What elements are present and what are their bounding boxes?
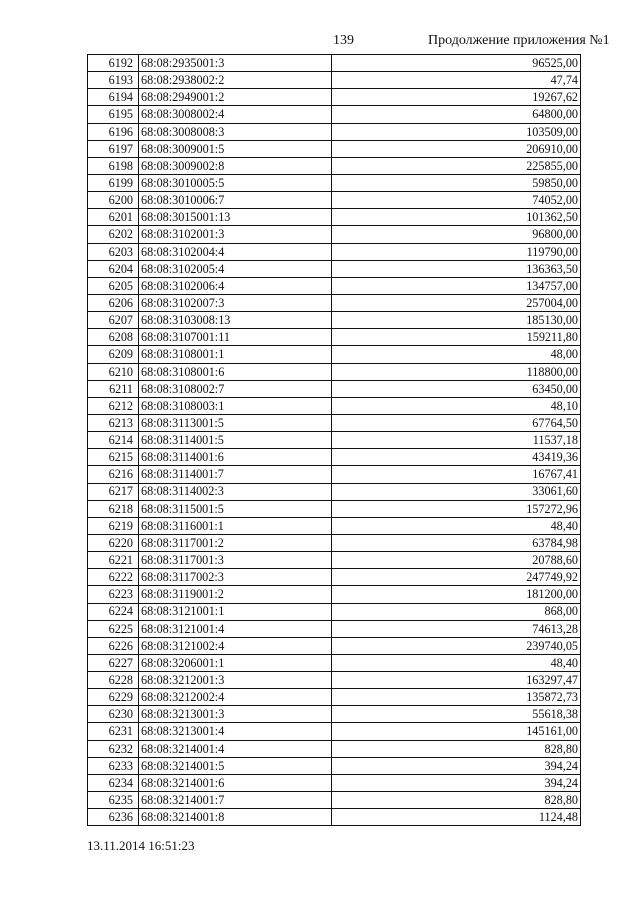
cadastral-value: 48,00 (332, 346, 581, 363)
row-number: 6200 (88, 192, 139, 209)
row-number: 6199 (88, 174, 139, 191)
row-number: 6212 (88, 397, 139, 414)
table-body (88, 55, 581, 826)
cadastral-value: 63450,00 (332, 380, 581, 397)
cadastral-value: 33061,60 (332, 483, 581, 500)
row-number: 6213 (88, 414, 139, 431)
cadastral-number: 68:08:3214001:7 (139, 792, 332, 809)
cadastral-number: 68:08:3015001:13 (139, 209, 332, 226)
row-number: 6206 (88, 294, 139, 311)
cadastral-value: 101362,50 (332, 209, 581, 226)
cadastral-number: 68:08:3114002:3 (139, 483, 332, 500)
cadastral-number: 68:08:3102006:4 (139, 277, 332, 294)
cadastral-number: 68:08:3213001:3 (139, 706, 332, 723)
cadastral-number: 68:08:3107001:11 (139, 329, 332, 346)
table-row (88, 243, 581, 260)
cadastral-value: 47,74 (332, 72, 581, 89)
cadastral-value: 206910,00 (332, 140, 581, 157)
cadastral-value: 48,40 (332, 517, 581, 534)
cadastral-value: 48,40 (332, 654, 581, 671)
cadastral-number: 68:08:3008008:3 (139, 123, 332, 140)
cadastral-number: 68:08:3010006:7 (139, 192, 332, 209)
row-number: 6192 (88, 55, 139, 72)
cadastral-number: 68:08:3108001:6 (139, 363, 332, 380)
table-row (88, 294, 581, 311)
cadastral-value: 74613,28 (332, 620, 581, 637)
print-timestamp: 13.11.2014 16:51:23 (87, 838, 195, 853)
table-row (88, 72, 581, 89)
row-number: 6225 (88, 620, 139, 637)
cadastral-value: 157272,96 (332, 500, 581, 517)
table-row (88, 757, 581, 774)
cadastral-value: 136363,50 (332, 260, 581, 277)
cadastral-value: 19267,62 (332, 89, 581, 106)
table-row (88, 774, 581, 791)
row-number: 6194 (88, 89, 139, 106)
row-number: 6209 (88, 346, 139, 363)
cadastral-value: 103509,00 (332, 123, 581, 140)
row-number: 6224 (88, 603, 139, 620)
row-number: 6227 (88, 654, 139, 671)
table-row (88, 809, 581, 826)
row-number: 6216 (88, 466, 139, 483)
row-number: 6218 (88, 500, 139, 517)
cadastral-value: 1124,48 (332, 809, 581, 826)
row-number: 6204 (88, 260, 139, 277)
cadastral-number: 68:08:3117001:3 (139, 552, 332, 569)
cadastral-value: 11537,18 (332, 432, 581, 449)
cadastral-number: 68:08:3206001:1 (139, 654, 332, 671)
row-number: 6197 (88, 140, 139, 157)
row-number: 6207 (88, 312, 139, 329)
cadastral-number: 68:08:3114001:7 (139, 466, 332, 483)
table-row (88, 363, 581, 380)
cadastral-number: 68:08:3213001:4 (139, 723, 332, 740)
table-row (88, 552, 581, 569)
row-number: 6196 (88, 123, 139, 140)
cadastral-number: 68:08:3121001:4 (139, 620, 332, 637)
table-row (88, 466, 581, 483)
table-row (88, 226, 581, 243)
cadastral-value: 828,80 (332, 740, 581, 757)
table-row (88, 654, 581, 671)
cadastral-value: 43419,36 (332, 449, 581, 466)
cadastral-number: 68:08:3102004:4 (139, 243, 332, 260)
table-row (88, 106, 581, 123)
cadastral-value: 135872,73 (332, 689, 581, 706)
cadastral-value: 868,00 (332, 603, 581, 620)
continuation-label: Продолжение приложения №1 (428, 33, 610, 48)
cadastral-value: 239740,05 (332, 637, 581, 654)
cadastral-value: 181200,00 (332, 586, 581, 603)
row-number: 6210 (88, 363, 139, 380)
table-row (88, 637, 581, 654)
row-number: 6201 (88, 209, 139, 226)
row-number: 6208 (88, 329, 139, 346)
table-row (88, 586, 581, 603)
table-row (88, 55, 581, 72)
row-number: 6220 (88, 534, 139, 551)
cadastral-value: 394,24 (332, 774, 581, 791)
table-row (88, 689, 581, 706)
row-number: 6222 (88, 569, 139, 586)
row-number: 6228 (88, 672, 139, 689)
table-row (88, 209, 581, 226)
cadastral-number: 68:08:3102005:4 (139, 260, 332, 277)
table-row (88, 603, 581, 620)
cadastral-value: 96800,00 (332, 226, 581, 243)
row-number: 6214 (88, 432, 139, 449)
cadastral-number: 68:08:3102007:3 (139, 294, 332, 311)
cadastral-number: 68:08:3114001:6 (139, 449, 332, 466)
cadastral-number: 68:08:3214001:5 (139, 757, 332, 774)
row-number: 6229 (88, 689, 139, 706)
cadastral-value: 96525,00 (332, 55, 581, 72)
cadastral-value: 134757,00 (332, 277, 581, 294)
cadastral-value: 185130,00 (332, 312, 581, 329)
cadastral-table (87, 54, 581, 826)
cadastral-value: 63784,98 (332, 534, 581, 551)
cadastral-value: 828,80 (332, 792, 581, 809)
table-row (88, 346, 581, 363)
cadastral-number: 68:08:3108001:1 (139, 346, 332, 363)
row-number: 6226 (88, 637, 139, 654)
table-row (88, 140, 581, 157)
row-number: 6202 (88, 226, 139, 243)
cadastral-number: 68:08:3214001:4 (139, 740, 332, 757)
table-row (88, 123, 581, 140)
cadastral-number: 68:08:3117001:2 (139, 534, 332, 551)
row-number: 6195 (88, 106, 139, 123)
cadastral-number: 68:08:3116001:1 (139, 517, 332, 534)
row-number: 6217 (88, 483, 139, 500)
cadastral-number: 68:08:3121002:4 (139, 637, 332, 654)
table-row (88, 192, 581, 209)
table-row (88, 157, 581, 174)
cadastral-value: 16767,41 (332, 466, 581, 483)
table-row (88, 432, 581, 449)
cadastral-number: 68:08:3212002:4 (139, 689, 332, 706)
table-row (88, 534, 581, 551)
table-row (88, 380, 581, 397)
row-number: 6193 (88, 72, 139, 89)
cadastral-number: 68:08:3114001:5 (139, 432, 332, 449)
row-number: 6234 (88, 774, 139, 791)
cadastral-number: 68:08:3102001:3 (139, 226, 332, 243)
cadastral-value: 67764,50 (332, 414, 581, 431)
cadastral-number: 68:08:2949001:2 (139, 89, 332, 106)
table-row (88, 89, 581, 106)
cadastral-number: 68:08:3010005:5 (139, 174, 332, 191)
table-row (88, 620, 581, 637)
cadastral-number: 68:08:3108002:7 (139, 380, 332, 397)
table-row (88, 397, 581, 414)
table-row (88, 569, 581, 586)
cadastral-number: 68:08:3115001:5 (139, 500, 332, 517)
row-number: 6235 (88, 792, 139, 809)
cadastral-number: 68:08:3212001:3 (139, 672, 332, 689)
cadastral-number: 68:08:3008002:4 (139, 106, 332, 123)
table-row (88, 174, 581, 191)
cadastral-number: 68:08:3214001:6 (139, 774, 332, 791)
cadastral-value: 163297,47 (332, 672, 581, 689)
cadastral-value: 20788,60 (332, 552, 581, 569)
cadastral-value: 55618,38 (332, 706, 581, 723)
cadastral-value: 59850,00 (332, 174, 581, 191)
cadastral-value: 118800,00 (332, 363, 581, 380)
table-row (88, 277, 581, 294)
cadastral-number: 68:08:3121001:1 (139, 603, 332, 620)
table-row (88, 483, 581, 500)
row-number: 6230 (88, 706, 139, 723)
cadastral-number: 68:08:3009002:8 (139, 157, 332, 174)
cadastral-value: 64800,00 (332, 106, 581, 123)
row-number: 6215 (88, 449, 139, 466)
table-row (88, 723, 581, 740)
cadastral-value: 74052,00 (332, 192, 581, 209)
table-row (88, 672, 581, 689)
row-number: 6211 (88, 380, 139, 397)
row-number: 6231 (88, 723, 139, 740)
table-row (88, 312, 581, 329)
cadastral-value: 394,24 (332, 757, 581, 774)
cadastral-number: 68:08:2938002:2 (139, 72, 332, 89)
cadastral-value: 159211,80 (332, 329, 581, 346)
row-number: 6221 (88, 552, 139, 569)
cadastral-value: 247749,92 (332, 569, 581, 586)
cadastral-number: 68:08:3117002:3 (139, 569, 332, 586)
table-row (88, 260, 581, 277)
row-number: 6219 (88, 517, 139, 534)
table-row (88, 449, 581, 466)
cadastral-number: 68:08:3113001:5 (139, 414, 332, 431)
cadastral-value: 119790,00 (332, 243, 581, 260)
table-row (88, 500, 581, 517)
table-row (88, 414, 581, 431)
row-number: 6203 (88, 243, 139, 260)
row-number: 6233 (88, 757, 139, 774)
cadastral-value: 48,10 (332, 397, 581, 414)
row-number: 6198 (88, 157, 139, 174)
cadastral-number: 68:08:2935001:3 (139, 55, 332, 72)
table-row (88, 329, 581, 346)
table-row (88, 517, 581, 534)
row-number: 6205 (88, 277, 139, 294)
cadastral-value: 145161,00 (332, 723, 581, 740)
cadastral-value: 225855,00 (332, 157, 581, 174)
row-number: 6223 (88, 586, 139, 603)
row-number: 6232 (88, 740, 139, 757)
table-row (88, 740, 581, 757)
cadastral-number: 68:08:3108003:1 (139, 397, 332, 414)
page-number: 139 (333, 33, 354, 48)
table-row (88, 792, 581, 809)
cadastral-number: 68:08:3214001:8 (139, 809, 332, 826)
cadastral-value: 257004,00 (332, 294, 581, 311)
table-row (88, 706, 581, 723)
cadastral-number: 68:08:3103008:13 (139, 312, 332, 329)
cadastral-number: 68:08:3009001:5 (139, 140, 332, 157)
row-number: 6236 (88, 809, 139, 826)
cadastral-number: 68:08:3119001:2 (139, 586, 332, 603)
